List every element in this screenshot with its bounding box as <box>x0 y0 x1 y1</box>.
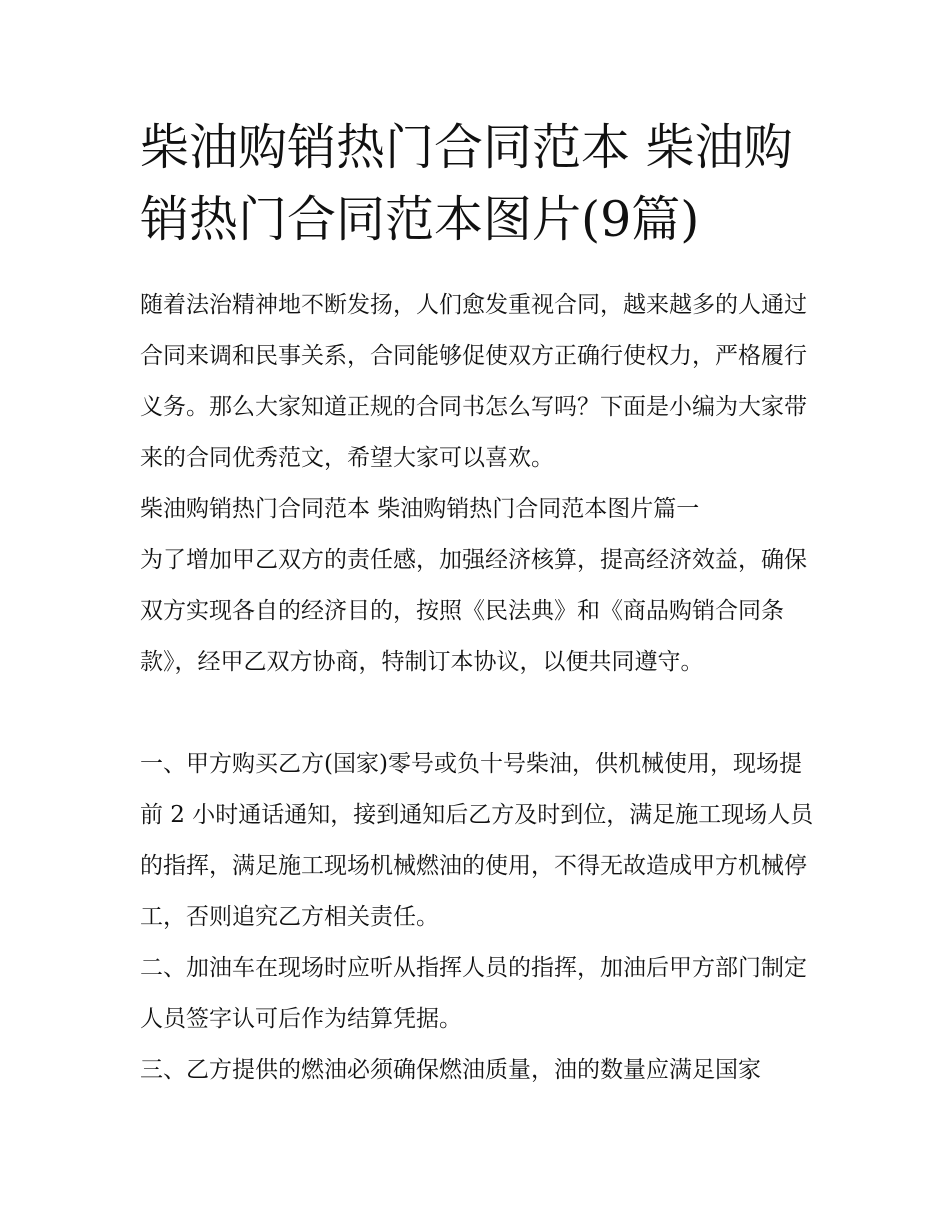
paragraph-clause-3: 三、乙方提供的燃油必须确保燃油质量，油的数量应满足国家 <box>140 1057 761 1083</box>
document-title: 柴油购销热门合同范本 柴油购销热门合同范本图片(9篇) <box>140 119 793 248</box>
section-heading: 柴油购销热门合同范本 柴油购销热门合同范本图片篇一 <box>140 496 700 522</box>
paragraph-clause-1: 一、甲方购买乙方(国家)零号或负十号柴油，供机械使用，现场提前 2 小时通话通知，接到通知后乙方及时到位，满足施工现场人员的指挥，满足施工现场机械燃油的使用，不得无故造成甲方机械停工，否则追究乙方相关责任。 <box>140 751 814 930</box>
paragraph-clause-2: 二、加油车在现场时应听从指挥人员的指挥，加油后甲方部门制定人员签字认可后作为结算凭据。 <box>140 955 807 1032</box>
intro-paragraph: 随着法治精神地不断发扬，人们愈发重视合同，越来越多的人通过合同来调和民事关系，合同能够促使双方正确行使权力，严格履行义务。那么大家知道正规的合同书怎么写吗？下面是小编为大家带来的合同优秀范文，希望大家可以喜欢。 <box>140 292 807 471</box>
paragraph-purpose: 为了增加甲乙双方的责任感，加强经济核算，提高经济效益，确保双方实现各自的经济目的，按照《民法典》和《商品购销合同条款》，经甲乙双方协商，特制订本协议，以便共同遵守。 <box>140 547 807 675</box>
